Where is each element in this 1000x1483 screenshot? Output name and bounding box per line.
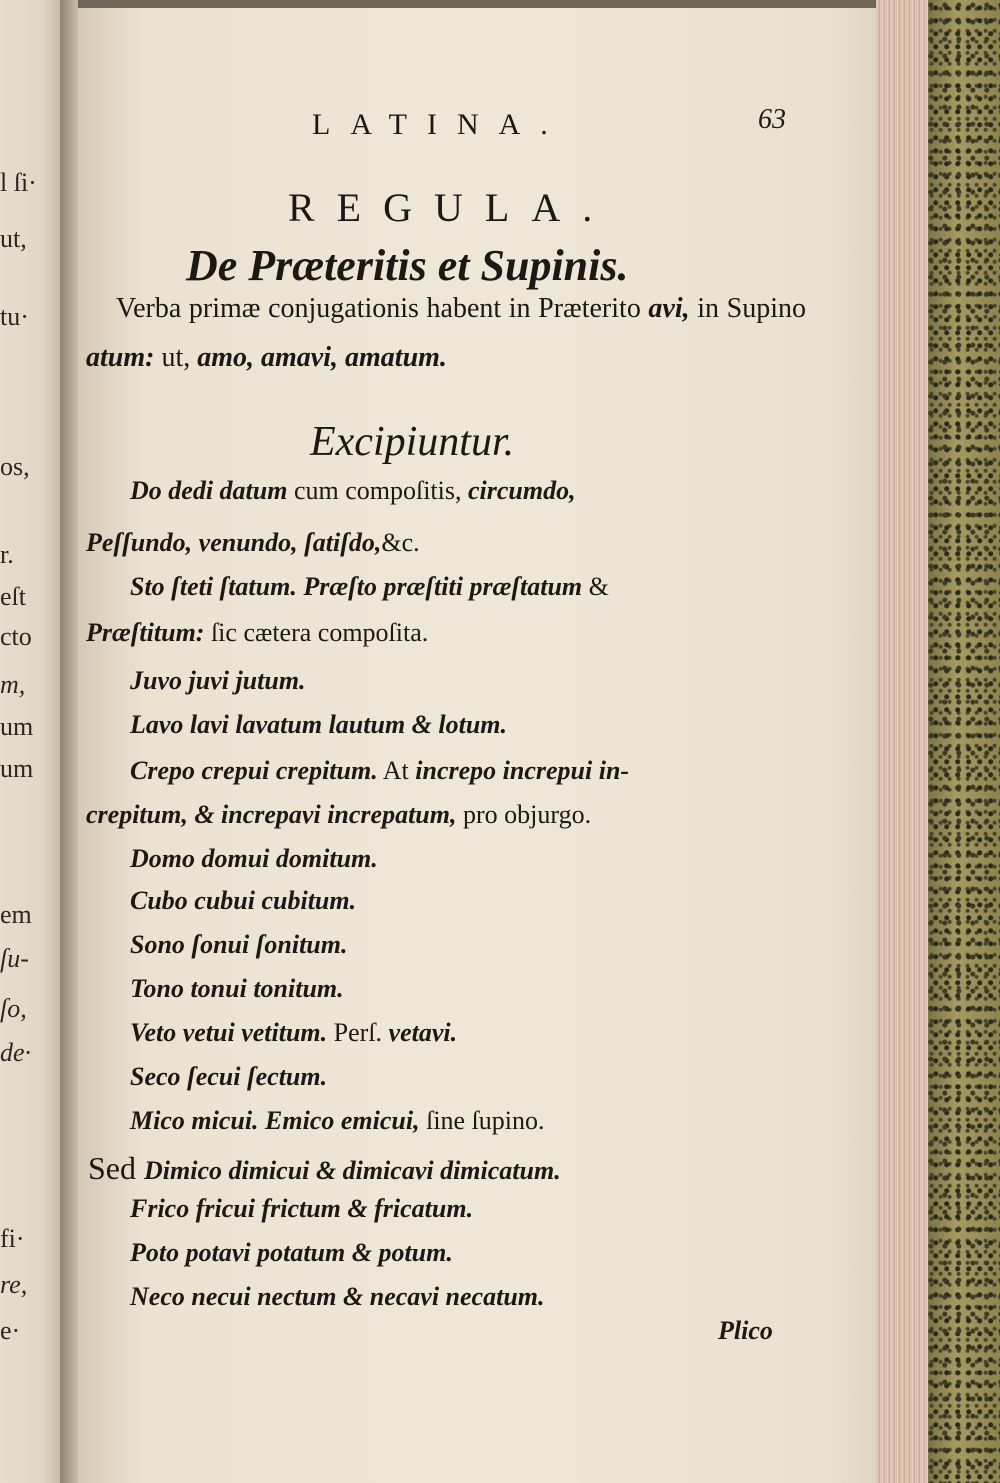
entry-part-b: & xyxy=(582,572,609,601)
entry-part-a: Sono ſonui ſonitum. xyxy=(130,930,348,959)
entry-part-a: Tono tonui tonitum. xyxy=(130,974,344,1003)
exception-entry xyxy=(130,930,347,960)
entry-part-b: At xyxy=(377,756,416,785)
entry-part-b: Sed xyxy=(88,1150,144,1186)
entry-part-c: vetavi. xyxy=(388,1018,458,1047)
rule-italic-2: atum: xyxy=(86,342,155,373)
running-head xyxy=(78,104,890,144)
entry-part-c: increpo increpui in- xyxy=(415,756,630,785)
exception-entry xyxy=(88,1150,561,1187)
left-page-text: um xyxy=(0,712,34,741)
entry-part-a: crepitum, & increpavi increpatum, xyxy=(86,800,457,829)
left-page-text: eſt xyxy=(0,582,26,611)
entry-part-b: cum compoſitis, xyxy=(287,476,468,505)
rule-italic-1: avi, xyxy=(648,293,690,324)
entry-part-a: Frico fricui frictum & fricatum. xyxy=(130,1194,474,1223)
entry-part-b: &c. xyxy=(381,528,420,557)
rule-text-3: ut, xyxy=(154,342,198,373)
left-page-text: cto xyxy=(0,622,32,651)
entry-part-a: Mico micui. Emico emicui, xyxy=(130,1106,420,1135)
entry-part-b: ſic cætera compoſita. xyxy=(204,618,429,647)
entry-part-a: Domo domui domitum. xyxy=(130,844,378,873)
entry-part-b: Perſ. xyxy=(327,1018,389,1047)
rule-paragraph xyxy=(86,284,806,382)
heading-title: REGULA. xyxy=(288,185,615,230)
exception-entry xyxy=(130,476,576,506)
section-title: Excipiuntur. xyxy=(310,419,515,465)
left-page-text: ſu- xyxy=(0,944,29,973)
heading-subtitle: De Præteritis et Supinis. xyxy=(186,241,629,290)
rule-italic-3: amo, amavi, amatum. xyxy=(197,342,447,373)
right-page xyxy=(78,0,890,1483)
exception-entry xyxy=(130,1018,457,1048)
entry-part-a: Dimico dimicui & dimicavi dimicatum. xyxy=(144,1156,561,1185)
entry-part-a: Cubo cubui cubitum. xyxy=(130,886,357,915)
entry-part-a: Veto vetui vetitum. xyxy=(130,1018,328,1047)
left-page-text: fi· xyxy=(0,1224,25,1253)
left-page-text: r. xyxy=(0,540,14,569)
book-cover xyxy=(928,0,1000,1483)
entry-part-a: Juvo juvi jutum. xyxy=(130,666,306,695)
exception-entry xyxy=(130,974,344,1004)
exception-entry xyxy=(130,886,356,916)
rule-text-1: Verba primæ conjugationis habent in Præterito xyxy=(116,293,649,324)
page-edges xyxy=(876,0,932,1483)
exception-entry xyxy=(130,572,609,602)
entry-part-b: pro objurgo. xyxy=(456,800,592,829)
entry-part-a: Neco necui nectum & necavi necatum. xyxy=(130,1282,545,1311)
exception-entry xyxy=(86,528,420,558)
exception-entry xyxy=(130,1194,473,1224)
left-page-text: tu· xyxy=(0,302,29,331)
entry-part-c: circumdo, xyxy=(468,476,576,505)
left-page-text: l ſi· xyxy=(0,168,37,197)
page-number: 63 xyxy=(758,104,786,135)
catchword: Plico xyxy=(718,1316,773,1345)
exception-entry xyxy=(86,800,591,830)
running-title: LATINA. xyxy=(312,108,568,141)
entry-part-a: Præſtitum: xyxy=(86,618,205,647)
exception-entry xyxy=(130,1282,545,1312)
exception-entry xyxy=(130,1062,327,1092)
left-page-text: de· xyxy=(0,1038,32,1067)
left-page-text: m, xyxy=(0,670,26,699)
left-page-text: ut, xyxy=(0,224,27,253)
left-page-text: e· xyxy=(0,1316,21,1345)
left-page-text: os, xyxy=(0,452,30,481)
left-page-text: em xyxy=(0,900,32,929)
exception-entry xyxy=(130,1238,453,1268)
exception-entry xyxy=(130,710,507,740)
entry-part-a: Crepo crepui crepitum. xyxy=(130,756,378,785)
exception-entry xyxy=(130,844,378,874)
entry-part-a: Lavo lavi lavatum lautum & lotum. xyxy=(130,710,508,739)
exception-entry xyxy=(86,618,428,648)
entry-part-a: Sto ſteti ſtatum. Præſto præſtiti præſtatum xyxy=(130,572,583,601)
left-page-text: re, xyxy=(0,1270,28,1299)
entry-part-a: Peſſundo, venundo, ſatiſdo, xyxy=(86,528,382,557)
entry-part-b: ſine ſupino. xyxy=(419,1106,545,1135)
rule-text-2: in Supino xyxy=(689,293,806,324)
left-page-text: um xyxy=(0,754,34,783)
left-page-text: ſo, xyxy=(0,994,27,1023)
exception-entry xyxy=(130,756,629,786)
exception-entry xyxy=(130,666,306,696)
entry-part-a: Do dedi datum xyxy=(130,476,288,505)
entry-part-a: Seco ſecui ſectum. xyxy=(130,1062,328,1091)
exception-entry xyxy=(130,1106,545,1136)
entry-part-a: Poto potavi potatum & potum. xyxy=(130,1238,453,1267)
